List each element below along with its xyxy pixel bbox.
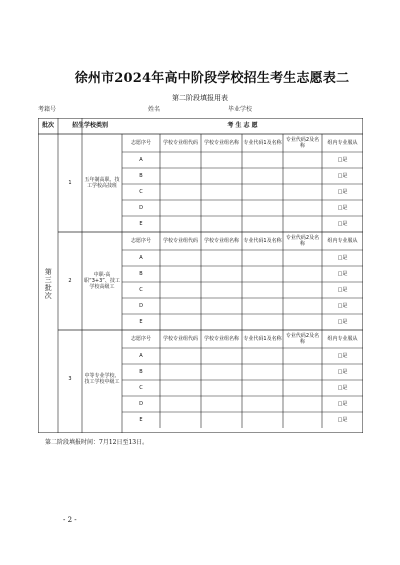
- obey-checkbox[interactable]: □是: [337, 255, 348, 261]
- choice-input-cell[interactable]: [242, 396, 283, 412]
- choice-input-cell[interactable]: [283, 314, 322, 330]
- choice-label: B: [139, 369, 143, 375]
- choice-input-cell[interactable]: [283, 364, 322, 380]
- column-header: 专业代码2及名称: [285, 333, 320, 345]
- name-label: 姓名: [148, 106, 161, 113]
- choice-input-cell[interactable]: [242, 364, 283, 380]
- choice-input-cell[interactable]: [242, 412, 283, 428]
- obey-checkbox[interactable]: □是: [337, 205, 348, 211]
- column-header: 学校专业组代码: [162, 336, 198, 342]
- choice-input-cell[interactable]: [160, 216, 201, 232]
- column-header: 组内专业服从: [327, 336, 358, 342]
- choice-label: C: [139, 385, 143, 391]
- choice-input-cell[interactable]: [242, 200, 283, 216]
- page-subtitle: 第二阶段填报用表: [172, 94, 228, 102]
- choice-label: D: [139, 401, 143, 407]
- obey-checkbox[interactable]: □是: [337, 303, 348, 309]
- section-number: 1: [68, 180, 72, 186]
- choice-input-cell[interactable]: [283, 168, 322, 184]
- application-form-table: [38, 118, 363, 433]
- choice-input-cell[interactable]: [242, 184, 283, 200]
- choice-label: A: [139, 255, 143, 261]
- column-header: 学校专业组名称: [203, 140, 239, 146]
- choice-label: D: [139, 303, 143, 309]
- column-header: 志愿序号: [130, 238, 151, 244]
- choice-input-cell[interactable]: [201, 298, 242, 314]
- choice-input-cell[interactable]: [242, 282, 283, 298]
- choice-input-cell[interactable]: [160, 314, 201, 330]
- choice-label: B: [139, 173, 143, 179]
- column-header: 组内专业服从: [327, 238, 358, 244]
- choice-input-cell[interactable]: [201, 380, 242, 396]
- obey-checkbox[interactable]: □是: [337, 353, 348, 359]
- choice-input-cell[interactable]: [283, 216, 322, 232]
- column-header: 专业代码1及名称: [243, 238, 282, 244]
- choice-input-cell[interactable]: [283, 380, 322, 396]
- choice-input-cell[interactable]: [283, 152, 322, 168]
- section-category: 中职-高职“3+3”、技工学校高级工: [84, 272, 120, 290]
- choice-input-cell[interactable]: [160, 250, 201, 266]
- choice-input-cell[interactable]: [160, 266, 201, 282]
- section-number: 3: [68, 376, 72, 382]
- choice-label: C: [139, 287, 143, 293]
- choice-input-cell[interactable]: [160, 380, 201, 396]
- column-header: 志愿序号: [130, 336, 151, 342]
- obey-checkbox[interactable]: □是: [337, 271, 348, 277]
- column-header: 专业代码1及名称: [243, 336, 282, 342]
- choice-input-cell[interactable]: [201, 364, 242, 380]
- choice-input-cell[interactable]: [160, 168, 201, 184]
- column-header: 专业代码2及名称: [285, 235, 320, 247]
- choice-input-cell[interactable]: [201, 184, 242, 200]
- choice-input-cell[interactable]: [283, 266, 322, 282]
- choice-input-cell[interactable]: [283, 282, 322, 298]
- choice-label: A: [139, 157, 143, 163]
- choice-label: C: [139, 189, 143, 195]
- choice-input-cell[interactable]: [242, 216, 283, 232]
- choice-label: D: [139, 205, 143, 211]
- footnote: 第二阶段填报时间：7月12日至13日。: [45, 439, 149, 446]
- obey-checkbox[interactable]: □是: [337, 385, 348, 391]
- choice-input-cell[interactable]: [201, 216, 242, 232]
- obey-checkbox[interactable]: □是: [337, 173, 348, 179]
- choice-input-cell[interactable]: [242, 168, 283, 184]
- choice-input-cell[interactable]: [242, 348, 283, 364]
- obey-checkbox[interactable]: □是: [337, 287, 348, 293]
- choice-input-cell[interactable]: [242, 250, 283, 266]
- column-header: 学校专业组名称: [203, 336, 239, 342]
- choice-input-cell[interactable]: [160, 364, 201, 380]
- choice-input-cell[interactable]: [201, 282, 242, 298]
- choice-label: A: [139, 353, 143, 359]
- choice-input-cell[interactable]: [201, 314, 242, 330]
- choice-input-cell[interactable]: [242, 380, 283, 396]
- choice-input-cell[interactable]: [283, 412, 322, 428]
- obey-checkbox[interactable]: □是: [337, 369, 348, 375]
- choices-header: 考 生 志 愿: [227, 122, 258, 130]
- obey-checkbox[interactable]: □是: [337, 221, 348, 227]
- section-number: 2: [68, 278, 72, 284]
- column-header: 学校专业组代码: [162, 238, 198, 244]
- column-header: 组内专业服从: [327, 140, 358, 146]
- choice-input-cell[interactable]: [201, 348, 242, 364]
- choice-input-cell[interactable]: [201, 200, 242, 216]
- choice-input-cell[interactable]: [160, 298, 201, 314]
- category-header: 招生学校类别: [71, 122, 108, 130]
- column-header: 学校专业组名称: [203, 238, 239, 244]
- choice-input-cell[interactable]: [160, 200, 201, 216]
- choice-label: E: [139, 417, 143, 423]
- choice-input-cell[interactable]: [201, 412, 242, 428]
- exam-no-label: 考籍号: [38, 106, 57, 113]
- page-number: - 2 -: [63, 516, 77, 524]
- batch-label: 第三批次: [44, 267, 53, 300]
- choice-label: B: [139, 271, 143, 277]
- choice-input-cell[interactable]: [283, 184, 322, 200]
- choice-input-cell[interactable]: [201, 250, 242, 266]
- choice-input-cell[interactable]: [201, 168, 242, 184]
- choice-input-cell[interactable]: [201, 152, 242, 168]
- section-category: 中等专业学校、技工学校中级工: [84, 373, 120, 385]
- choice-input-cell[interactable]: [160, 184, 201, 200]
- choice-input-cell[interactable]: [201, 396, 242, 412]
- choice-label: E: [139, 221, 143, 227]
- choice-input-cell[interactable]: [160, 282, 201, 298]
- choice-input-cell[interactable]: [242, 314, 283, 330]
- choice-input-cell[interactable]: [283, 298, 322, 314]
- choice-label: E: [139, 319, 143, 325]
- column-header: 专业代码1及名称: [243, 140, 282, 146]
- choice-input-cell[interactable]: [242, 298, 283, 314]
- batch-header: 批次: [41, 122, 54, 130]
- school-label: 毕业学校: [228, 106, 253, 113]
- choice-input-cell[interactable]: [283, 396, 322, 412]
- choice-input-cell[interactable]: [242, 266, 283, 282]
- choice-input-cell[interactable]: [160, 396, 201, 412]
- section-category: 五年制高职、技工学校高技班: [84, 177, 120, 189]
- choice-input-cell[interactable]: [242, 152, 283, 168]
- obey-checkbox[interactable]: □是: [337, 401, 348, 407]
- column-header: 专业代码2及名称: [285, 137, 320, 149]
- choice-input-cell[interactable]: [160, 348, 201, 364]
- column-header: 学校专业组代码: [162, 140, 198, 146]
- obey-checkbox[interactable]: □是: [337, 157, 348, 163]
- choice-input-cell[interactable]: [160, 152, 201, 168]
- choice-input-cell[interactable]: [201, 266, 242, 282]
- obey-checkbox[interactable]: □是: [337, 417, 348, 423]
- choice-input-cell[interactable]: [283, 348, 322, 364]
- choice-input-cell[interactable]: [283, 250, 322, 266]
- obey-checkbox[interactable]: □是: [337, 319, 348, 325]
- choice-input-cell[interactable]: [283, 200, 322, 216]
- page-title: 徐州市2024年高中阶段学校招生考生志愿表二: [74, 71, 350, 86]
- obey-checkbox[interactable]: □是: [337, 189, 348, 195]
- column-header: 志愿序号: [130, 140, 151, 146]
- choice-input-cell[interactable]: [160, 412, 201, 428]
